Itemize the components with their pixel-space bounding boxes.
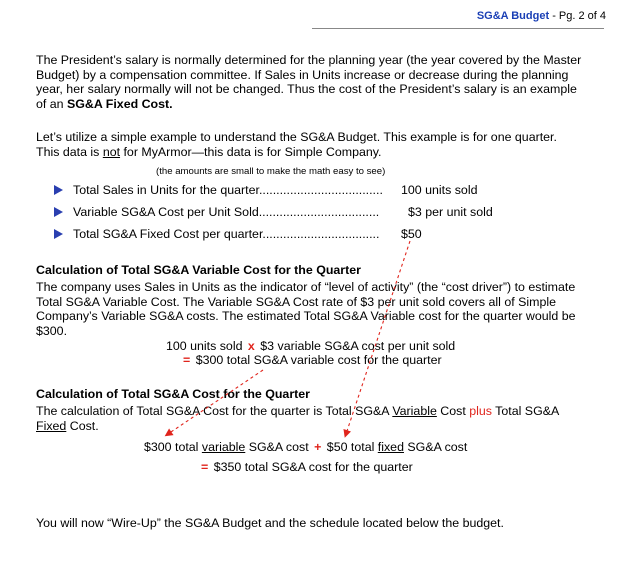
total-body-fixed: Fixed	[36, 418, 67, 433]
variable-result: $300 total SG&A variable cost for the quarter	[195, 353, 442, 367]
plus-operator: +	[314, 440, 322, 454]
calc-rate: $3 variable SG&A cost per unit sold	[260, 339, 456, 353]
page-number: - Pg. 2 of 4	[552, 10, 606, 22]
variable-section-body: The company uses Sales in Units as the indicator of “level of activity” (the “cost driver”) to estimate Total SG&A Variable Cost. The Variable SG&A Cost rate of $3 per unit sold covers all of Simple Company’s Variable SG&A costs. The estimated Total SG&A Variable cost for the quarter would be $300.	[36, 280, 576, 338]
bullet-value: 100 units sold	[401, 183, 478, 197]
bullet-value: $50	[401, 227, 422, 241]
example-line-1: Let’s utilize a simple example to understand the SG&A Budget. This example is for one quarter.	[36, 130, 557, 144]
total-result: $350 total SG&A cost for the quarter	[213, 460, 413, 474]
calc-fixed-post: SG&A cost	[403, 440, 468, 454]
bullet-label: Total SG&A Fixed Cost per quarter..................................	[73, 227, 380, 241]
total-body-plus: plus	[469, 404, 492, 418]
multiply-operator: x	[247, 339, 255, 353]
equals-operator: =	[183, 353, 191, 367]
intro-bold-term: SG&A Fixed Cost.	[67, 96, 173, 111]
intro-text: The President’s salary is normally determined for the planning year (the year covered by the Master Budget) by a compensation committee. If Sales in Units increase or decrease during the planning year, her salary normally will not be changed. Thus the cost of the President’s salary is an example of an	[36, 53, 582, 111]
fixed-cost-arrow	[346, 241, 410, 434]
total-body-variable: Variable	[392, 404, 437, 418]
variable-section-heading: Calculation of Total SG&A Variable Cost for the Quarter	[36, 263, 361, 277]
equals-operator: =	[201, 460, 209, 474]
total-body-part-3: Total SG&A	[491, 404, 559, 418]
total-body-part-1: The calculation of Total SG&A Cost for the quarter is Total SG&A	[36, 404, 393, 418]
calc-fixed-underlined: fixed	[377, 440, 404, 454]
variable-cost-arrow	[168, 370, 263, 434]
document-title: SG&A Budget	[476, 10, 550, 22]
calc-variable-pre: $300 total	[144, 440, 202, 454]
calc-variable-post: SG&A cost	[245, 440, 309, 454]
example-note: (the amounts are small to make the math easy to see)	[156, 166, 386, 177]
calc-variable-underlined: variable	[201, 440, 246, 454]
example-line-2-post: for MyArmor—this data is for Simple Company.	[120, 144, 382, 159]
calc-fixed-pre: $50 total	[326, 440, 378, 454]
example-line-2-pre: This data is	[36, 144, 103, 159]
example-line-2-underlined: not	[102, 144, 121, 159]
footer-paragraph: You will now “Wire-Up” the SG&A Budget and the schedule located below the budget.	[36, 516, 504, 530]
bullet-value: $3 per unit sold	[408, 205, 493, 219]
total-body-part-2: Cost	[436, 404, 470, 418]
total-body-part-4: Cost.	[66, 418, 99, 433]
bullet-label: Total Sales in Units for the quarter....................................	[73, 183, 383, 197]
calc-units: 100 units sold	[166, 339, 243, 353]
bullet-label: Variable SG&A Cost per Unit Sold...................................	[73, 205, 380, 219]
total-section-heading: Calculation of Total SG&A Cost for the Quarter	[36, 387, 310, 401]
